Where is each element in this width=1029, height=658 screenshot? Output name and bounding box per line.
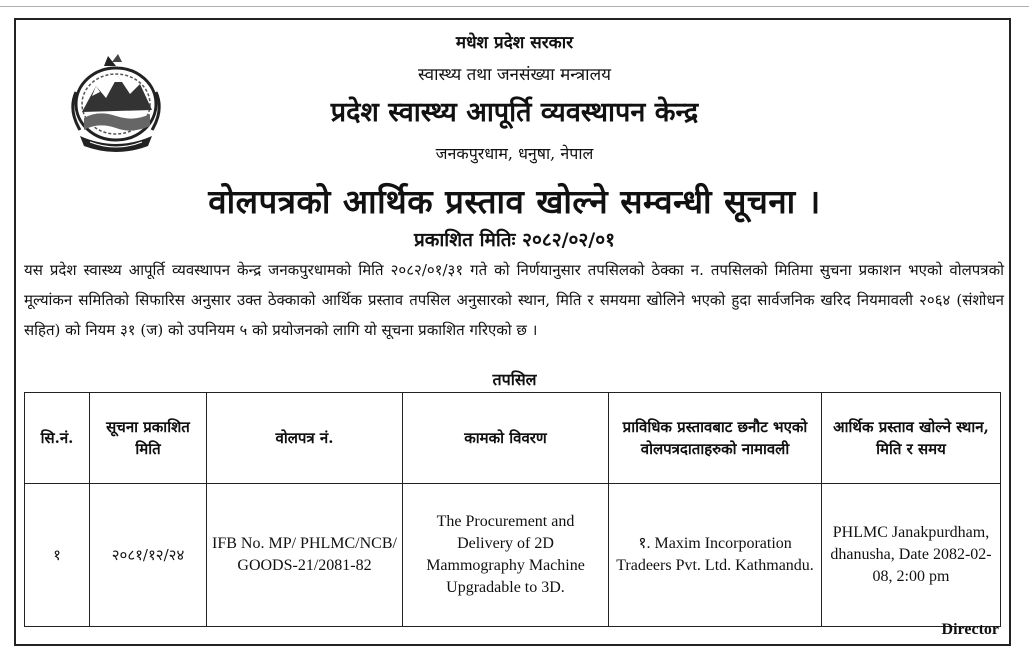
cell-bid-number: IFB No. MP/ PHLMC/NCB/ GOODS-21/2081-82 xyxy=(207,484,403,627)
table-header-row xyxy=(25,393,1001,484)
header-opening-venue-time: आर्थिक प्रस्ताव खोल्ने स्थान, मिति र समय xyxy=(822,393,1001,484)
office-name: प्रदेश स्वास्थ्य आपूर्ति व्यवस्थापन केन्द्र xyxy=(330,97,699,128)
table-caption: तपसिल xyxy=(492,370,537,389)
notice-title: वोलपत्रको आर्थिक प्रस्ताव खोल्ने सम्वन्धी सूचना । xyxy=(208,182,821,221)
table-row xyxy=(25,484,1001,627)
published-date: प्रकाशित मितिः २०८२/०२/०१ xyxy=(413,229,616,251)
notice-paragraph: यस प्रदेश स्वास्थ्य आपूर्ति व्यवस्थापन केन्द्र जनकपुरधामको मिति २०८२/०१/३१ गते को निर्णयानुसार तपसिलको ठेक्का न. तपसिलको मितिमा सुचना प्रकाशन भएको वोलपत्रको मूल्यांकन समितिको सिफारिस अनुसार उक्त ठेक्काको आर्थिक प्रस्ताव तपसिल अनुसारको स्थान, मिति र समयमा खोलिने भएको हुदा सार्वजनिक खरिद नियमावली २०६४ (संशोधन सहित) को नियम ३१ (ज) को उपनियम ५ को प्रयोजनको लागि यो सूचना प्रकाशित गरिएको छ । xyxy=(24,261,1004,339)
header-notice-date: सूचना प्रकाशित मिति xyxy=(90,393,207,484)
ministry-name: स्वास्थ्य तथा जनसंख्या मन्त्रालय xyxy=(418,65,611,85)
signatory: Director xyxy=(941,621,999,638)
cell-notice-date: २०८१/१२/२४ xyxy=(90,484,207,627)
cell-opening-venue-time: PHLMC Janakpurdham, dhanusha, Date 2082-02-08, 2:00 pm xyxy=(822,484,1001,627)
header-bid-number: वोलपत्र नं. xyxy=(207,393,403,484)
details-table xyxy=(24,392,1001,627)
office-address: जनकपुरधाम, धनुषा, नेपाल xyxy=(435,144,594,163)
cell-serial: १ xyxy=(25,484,90,627)
cell-work-description: The Procurement and Delivery of 2D Mammography Machine Upgradable to 3D. xyxy=(403,484,609,627)
top-divider xyxy=(0,6,1029,7)
cell-selected-bidders: १. Maxim Incorporation Tradeers Pvt. Ltd. Kathmandu. xyxy=(609,484,822,627)
header-work-description: कामको विवरण xyxy=(403,393,609,484)
government-name: मधेश प्रदेश सरकार xyxy=(455,33,574,53)
header-serial: सि.नं. xyxy=(25,393,90,484)
header-selected-bidders: प्राविधिक प्रस्तावबाट छनौट भएको वोलपत्रदाताहरुको नामावली xyxy=(609,393,822,484)
